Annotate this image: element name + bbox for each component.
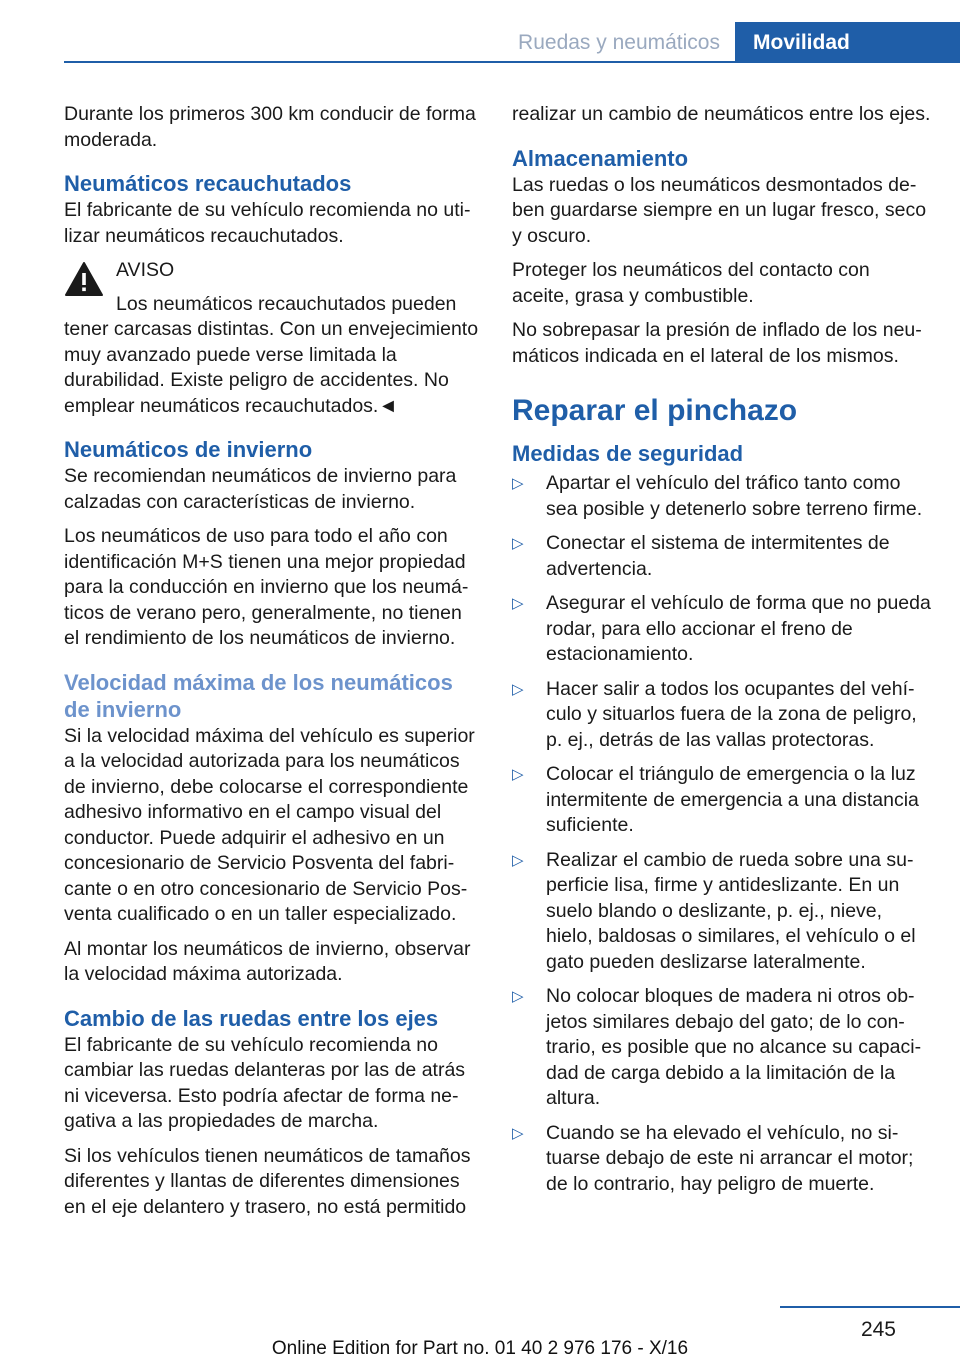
wheel-swap-paragraph-2: Si los vehículos tienen neumáticos de tamaños diferentes y llantas de diferentes dimensiones en el eje delantero y trasero, no está permitido: [64, 1144, 471, 1218]
bullet-triangle-icon: ▷: [512, 535, 524, 552]
running-header-section: Ruedas y neumáticos: [518, 31, 720, 54]
running-header-tab: Movilidad: [735, 22, 960, 63]
list-item: ▷ Cuando se ha elevado el vehículo, no situarse debajo de este ni arrancar el motor; de lo contrario, hay peligro de muerte.: [512, 1121, 914, 1195]
warning-triangle-icon: [64, 261, 104, 297]
page-number: 245: [860, 1318, 896, 1341]
list-item: ▷ Realizar el cambio de rueda sobre una superficie lisa, firme y antideslizante. En un suelo blando o deslizante, p. ej., nieve, hielo, baldosas o similares, el vehículo o el gato pueden deslizarse lateralmente.: [512, 848, 916, 973]
safety-list: [512, 471, 932, 1197]
winter-paragraph-1: Se recomiendan neumáticos de invierno para calzadas con características de invierno.: [64, 465, 457, 513]
heading-safety-measures: Medidas de seguridad: [512, 441, 744, 466]
intro-paragraph: Durante los primeros 300 km conducir de forma moderada.: [64, 103, 476, 151]
list-item: ▷ Conectar el sistema de intermitentes de advertencia.: [512, 532, 890, 580]
wheel-swap-paragraph-1: El fabricante de su vehículo recomienda no cambiar las ruedas delanteras por las de atrás ni viceversa. Esto podría afectar de forma negativa a las propiedades de marcha.: [64, 1033, 466, 1132]
storage-paragraph-2: Proteger los neumáticos del contacto con aceite, grasa y combustible.: [512, 259, 870, 307]
storage-paragraph-3: No sobrepasar la presión de inflado de los neumáticos indicada en el lateral de los mismos.: [512, 319, 922, 367]
heading-repair-puncture: Reparar el pinchazo: [512, 394, 798, 427]
list-item: ▷ Asegurar el vehículo de forma que no pueda rodar, para ello accionar el freno de estacionamiento.: [512, 592, 931, 665]
warning-block: [64, 258, 482, 419]
list-item: ▷ Hacer salir a todos los ocupantes del vehículo y situarlos fuera de la zona de peligro, p. ej., detrás de las vallas protectoras.: [512, 677, 917, 751]
edition-note: Online Edition for Part no. 01 40 2 976 176 - X/16: [271, 1338, 689, 1359]
header-rule: [64, 61, 960, 63]
footer-rule: [780, 1306, 960, 1308]
wheel-swap-continued: realizar un cambio de neumáticos entre los ejes.: [512, 103, 931, 125]
list-item: ▷ Colocar el triángulo de emergencia o la luz intermitente de emergencia a una distancia suficiente.: [512, 763, 919, 836]
max-speed-paragraph-1: Si la velocidad máxima del vehículo es superior a la velocidad autorizada para los neumáticos de invierno, debe colocarse el correspondiente adhesivo informativo en el campo visual del conductor. Puede adquirir el adhesivo en un concesionario de Servicio Posventa del fabricante o en otro concesionario de Servicio Posventa cualificado o en un taller especializado.: [64, 724, 475, 925]
heading-winter: Neumáticos de invierno: [64, 437, 313, 462]
heading-wheel-swap: Cambio de las ruedas entre los ejes: [64, 1005, 439, 1031]
heading-retread: Neumáticos recauchutados: [64, 171, 352, 196]
bullet-triangle-icon: ▷: [512, 851, 524, 869]
left-column: [64, 102, 482, 1229]
warning-title: AVISO: [116, 259, 175, 281]
bullet-triangle-icon: ▷: [512, 595, 524, 612]
storage-paragraph-1: Las ruedas o los neumáticos desmontados deben guardarse siempre en un lugar fresco, seco y oscuro.: [512, 173, 927, 247]
right-column: [512, 102, 932, 1206]
bullet-triangle-icon: ▷: [512, 766, 524, 783]
bullet-triangle-icon: ▷: [512, 1124, 524, 1142]
list-item: ▷ No colocar bloques de madera ni otros objetos similares debajo del gato; de lo contrario, es posible que no alcance su capacidad de carga debido a la limitación de la altura.: [512, 985, 922, 1109]
warning-text: tener carcasas distintas. Con un envejecimiento muy avanzado puede verse limitada la durabilidad. Existe peligro de accidentes. No emplear neumáticos recauchutados.◄: [64, 318, 479, 417]
bullet-triangle-icon: ▷: [512, 680, 524, 698]
heading-max-speed: Velocidad máxima de los neumáticos de invierno: [64, 669, 453, 722]
heading-storage: Almacenamiento: [512, 145, 689, 171]
list-item: ▷ Apartar el vehículo del tráfico tanto como sea posible y detenerlo sobre terreno firme.: [512, 472, 923, 520]
warning-first-line: Los neumáticos recauchutados pueden: [116, 292, 457, 315]
winter-paragraph-2: Los neumáticos de uso para todo el año con identificación M+S tienen una mejor propiedad para la conducción en invierno que los neumáticos de verano pero, generalmente, no tienen el rendimiento de los neumáticos de invierno.: [64, 525, 469, 649]
retread-paragraph: El fabricante de su vehículo recomienda no utilizar neumáticos recauchutados.: [64, 199, 471, 247]
bullet-triangle-icon: ▷: [512, 475, 524, 492]
bullet-triangle-icon: ▷: [512, 988, 524, 1005]
max-speed-paragraph-2: Al montar los neumáticos de invierno, observar la velocidad máxima autorizada.: [64, 937, 471, 985]
